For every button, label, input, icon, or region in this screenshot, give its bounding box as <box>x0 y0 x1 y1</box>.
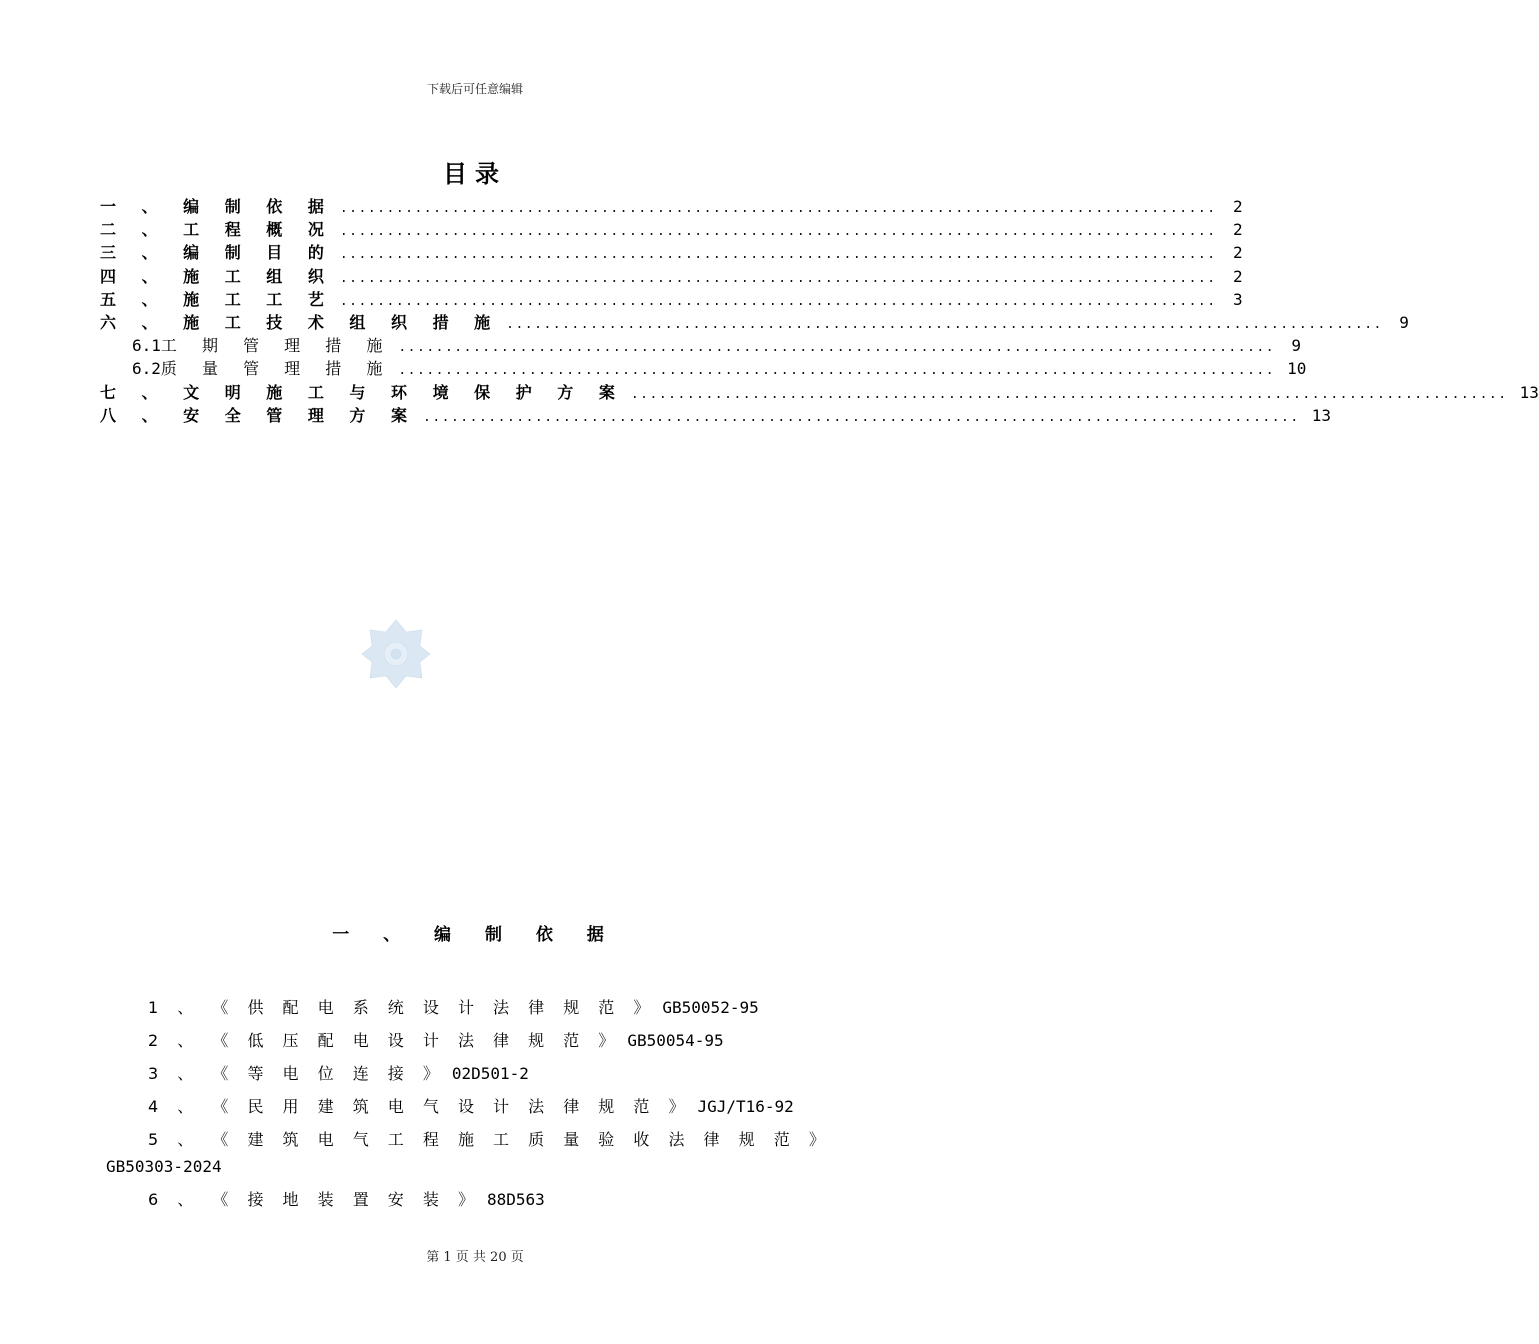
reference-list <box>100 994 850 1219</box>
toc-entry[interactable] <box>100 311 1409 334</box>
toc-entry-page: 9 <box>1291 336 1302 356</box>
reference-code: 88D563 <box>486 1190 545 1209</box>
toc-entry[interactable] <box>100 381 1539 404</box>
reference-title: 2 、 《 低 压 配 电 设 计 法 律 规 范 》 <box>148 1031 622 1050</box>
toc-entry-page: 13 <box>1519 382 1539 402</box>
toc-entry-label: 五 、 施 工 工 艺 <box>100 289 334 309</box>
toc-entry-label: 二 、 工 程 概 况 <box>100 220 334 240</box>
toc-entry-label: 一 、 编 制 依 据 <box>100 197 334 216</box>
toc-leader-dots: .............................................................................................. <box>398 363 1276 379</box>
reference-item <box>100 1126 850 1186</box>
toc-subentry-number: 6.2 <box>132 359 161 379</box>
toc-entry-label: 质 量 管 理 措 施 <box>160 359 393 379</box>
watermark-flower-icon <box>360 618 432 690</box>
toc-subentry[interactable] <box>100 357 1307 380</box>
toc-entry[interactable] <box>100 404 1331 427</box>
reference-title: 4 、 《 民 用 建 筑 电 气 设 计 法 律 规 范 》 <box>148 1097 692 1116</box>
page-header: 下载后可任意编辑 <box>426 82 523 96</box>
toc-leader-dots: .............................................................................................. <box>339 247 1217 263</box>
reference-code: 02D501-2 <box>451 1064 529 1083</box>
toc-entry[interactable] <box>100 218 1243 241</box>
toc-entry-label: 四 、 施 工 组 织 <box>100 266 334 286</box>
toc-entry-page: 3 <box>1232 289 1243 309</box>
toc-entry[interactable] <box>100 241 1243 264</box>
toc-entry-page: 10 <box>1287 359 1307 379</box>
toc-leader-dots: .............................................................................................. <box>339 201 1217 216</box>
toc-entry-page: 13 <box>1311 405 1331 425</box>
toc-entry-page: 2 <box>1232 220 1243 240</box>
toc-entry-label: 八 、 安 全 管 理 方 案 <box>100 405 417 425</box>
toc-entry-page: 2 <box>1232 266 1243 286</box>
toc-leader-dots: .............................................................................................. <box>506 316 1383 332</box>
toc-entry-label: 六 、 施 工 技 术 组 织 措 施 <box>100 312 501 332</box>
toc-entry-label: 三 、 编 制 目 的 <box>100 243 334 263</box>
toc-leader-dots: .............................................................................................. <box>423 409 1300 425</box>
toc-entry-label: 七 、 文 明 施 工 与 环 境 保 护 方 案 <box>100 382 625 402</box>
table-of-contents <box>100 195 1539 427</box>
toc-leader-dots: .............................................................................................. <box>398 340 1276 356</box>
reference-title: 5 、 《 建 筑 电 气 工 程 施 工 质 量 验 收 法 律 规 范 》 <box>148 1130 832 1149</box>
toc-entry[interactable] <box>100 265 1243 288</box>
toc-leader-dots: .............................................................................................. <box>630 386 1508 402</box>
toc-leader-dots: .............................................................................................. <box>339 224 1217 240</box>
reference-item <box>100 1060 850 1093</box>
section-heading: 一 、 编 制 依 据 <box>332 925 618 945</box>
reference-item <box>100 1027 850 1060</box>
reference-title: 6 、 《 接 地 装 置 安 装 》 <box>148 1190 481 1209</box>
reference-code: GB50052-95 <box>662 998 759 1017</box>
reference-item <box>100 1093 850 1126</box>
toc-entry-page: 2 <box>1232 243 1243 263</box>
toc-leader-dots: .............................................................................................. <box>339 293 1217 309</box>
toc-entry[interactable] <box>100 195 1243 218</box>
page-footer: 第 1 页 共 20 页 <box>426 1250 524 1265</box>
reference-item <box>100 1186 850 1219</box>
reference-item <box>100 994 850 1027</box>
reference-code: JGJ/T16-92 <box>697 1097 794 1116</box>
reference-code: GB50303-2024 <box>106 1157 222 1176</box>
toc-entry[interactable] <box>100 288 1243 311</box>
reference-code: GB50054-95 <box>627 1031 724 1050</box>
toc-leader-dots: .............................................................................................. <box>339 270 1217 286</box>
toc-subentry[interactable] <box>100 334 1302 357</box>
toc-subentry-number: 6.1 <box>132 336 161 356</box>
toc-entry-page: 2 <box>1232 197 1243 216</box>
toc-entry-page: 9 <box>1399 312 1409 332</box>
reference-title: 1 、 《 供 配 电 系 统 设 计 法 律 规 范 》 <box>148 998 657 1017</box>
toc-entry-label: 工 期 管 理 措 施 <box>160 336 393 356</box>
toc-title: 目录 <box>443 160 507 188</box>
reference-title: 3 、 《 等 电 位 连 接 》 <box>148 1064 446 1083</box>
